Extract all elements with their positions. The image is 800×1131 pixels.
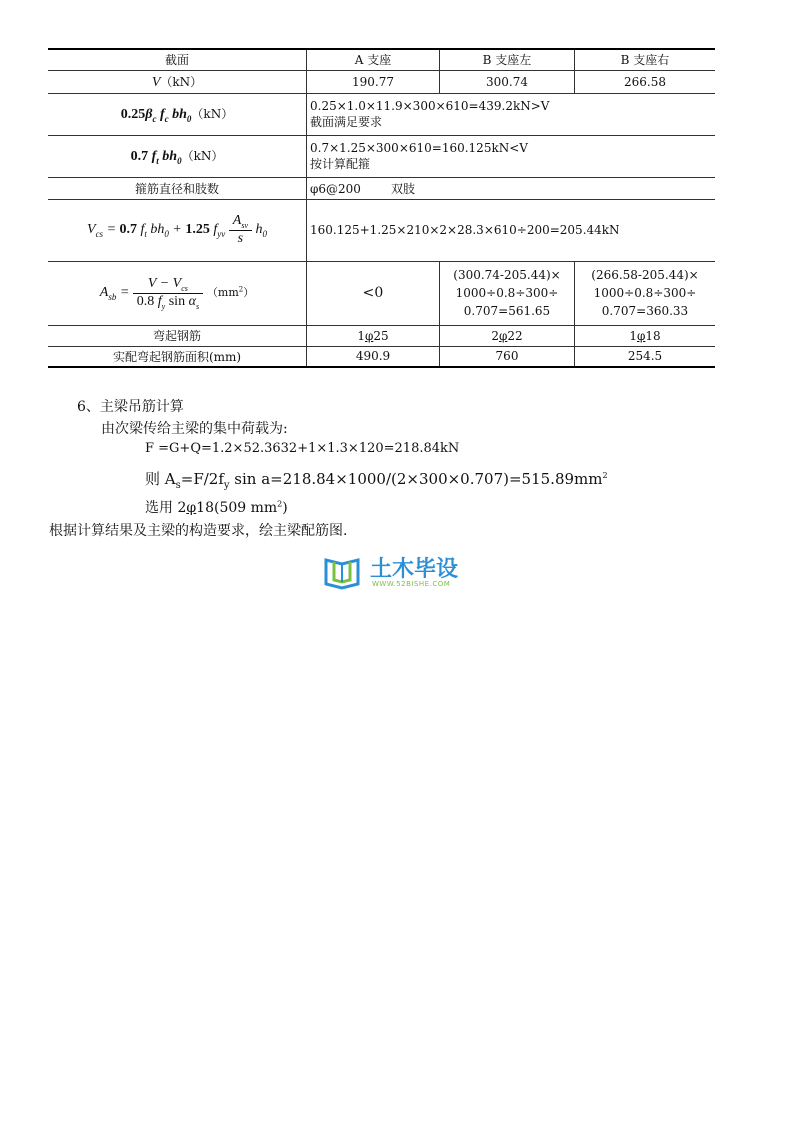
row-bent-bl: 2φ22	[440, 325, 575, 346]
row-concrete-shear-label: 0.7 $f_t$ $bh_0(kN)$	[48, 135, 307, 177]
row-section-check	[48, 93, 715, 135]
row-concrete-shear	[48, 135, 715, 177]
section6-line2: F =G+Q=1.2×52.3632+1×1.3×120=218.84kN	[145, 441, 460, 456]
row-v-bl: 300.74	[440, 70, 575, 93]
row-v-a: 190.77	[307, 70, 440, 93]
row-actual-area	[48, 346, 715, 367]
calculation-table	[48, 48, 715, 368]
row-v-br: 266.58	[575, 70, 716, 93]
row-stirrup	[48, 177, 715, 199]
row-v	[48, 70, 715, 93]
row-vcs	[48, 199, 715, 261]
row-concrete-shear-value: 0.7×1.25×300×610=160.125kN<V 按计算配箍	[307, 135, 716, 177]
row-asb-bl: (300.74-205.44)× 1000÷0.8÷300÷ 0.707=561.65	[440, 261, 575, 325]
row-asb-br: (266.58-205.44)× 1000÷0.8÷300÷ 0.707=360.33	[575, 261, 716, 325]
row-asb-a: <0	[307, 261, 440, 325]
table-header-row	[48, 49, 715, 70]
site-logo	[322, 552, 482, 592]
row-stirrup-label: 箍筋直径和肢数	[48, 177, 307, 199]
row-asb-formula: $A_{sb}$ = $\frac{V - V_{cs}}{0.8 f_y \sin \alpha_s}$ $(mm^2)$	[48, 261, 307, 325]
row-actual-br: 254.5	[575, 346, 716, 367]
row-bent-label: 弯起钢筋	[48, 325, 307, 346]
logo-url: WWW.52BISHE.COM	[372, 580, 451, 588]
header-section: 截面	[48, 49, 307, 70]
header-b-left: B 支座左	[440, 49, 575, 70]
row-bent-br: 1φ18	[575, 325, 716, 346]
row-section-check-label: $0.25\beta_c$ $f_c$ $bh_0(kN)$	[48, 93, 307, 135]
section6-line3: 则 $A_s=F/2f_y$ $\sin a=218.84\times 1000/(2\times 300\times 0.707)=515.89mm^2$	[145, 470, 608, 491]
row-vcs-value: 160.125+1.25×210×2×28.3×610÷200=205.44kN	[307, 199, 716, 261]
row-actual-label: 实配弯起钢筋面积(mm)	[48, 346, 307, 367]
row-actual-bl: 760	[440, 346, 575, 367]
row-asb	[48, 261, 715, 325]
row-actual-a: 490.9	[307, 346, 440, 367]
row-vcs-formula: $V_{cs} = 0.7$ $f_t$ $bh_0 + 1.25$ $f_{yv}$ $\frac{A_{sv}}{s}$ $h_0$	[48, 199, 307, 261]
row-bent-a: 1φ25	[307, 325, 440, 346]
row-stirrup-value: φ6@200 双肢	[307, 177, 716, 199]
section6-heading: 6、主梁吊筋计算	[77, 399, 184, 415]
row-section-check-value: 0.25×1.0×11.9×300×610=439.2kN>V 截面满足要求	[307, 93, 716, 135]
section6-line1: 由次梁传给主梁的集中荷载为:	[101, 421, 288, 437]
row-bent-bars	[48, 325, 715, 346]
row-v-label: V（kN）	[48, 70, 307, 93]
header-a-support: A 支座	[307, 49, 440, 70]
section6-line4: 选用 2φ18(509 $mm^2$)	[145, 499, 288, 516]
header-b-right: B 支座右	[575, 49, 716, 70]
logo-text: 土木毕设	[370, 557, 459, 582]
section6-conclusion: 根据计算结果及主梁的构造要求，绘主梁配筋图.	[49, 523, 348, 539]
